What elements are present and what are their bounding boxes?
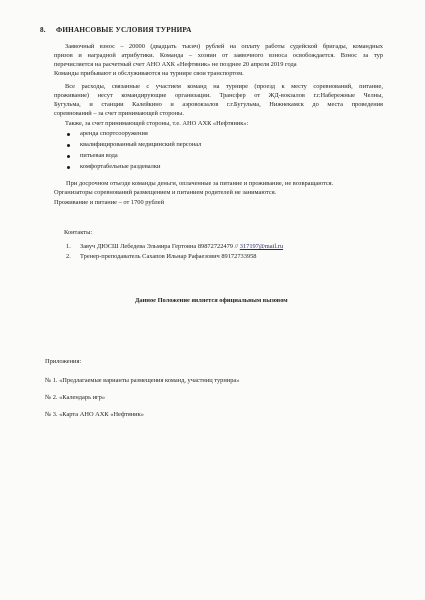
fee-line-2: призов и наградной атрибутики. Команда – хозяин от заявочного взноса освобождается. Взнос за тур — [54, 52, 383, 59]
contact-item — [80, 243, 283, 251]
fee-line-4: Команды прибывают и обслуживаются на турнире свои транспортом. — [54, 70, 244, 77]
contact-number: 2. — [66, 253, 71, 260]
fee-line-3: перечисляется на расчетный счет АНО АХК «Нефтяник» не позднее 20 апреля 2019 года — [54, 61, 297, 68]
appendix-item: № 3. «Карта АНО АХК «Нефтяник» — [45, 411, 144, 418]
bullet-icon — [67, 133, 70, 136]
email-link[interactable]: 317197@mail.ru — [239, 243, 284, 250]
host-item: квалифицированный медицинский персонал — [80, 141, 202, 148]
section-title: ФИНАНСОВЫЕ УСЛОВИЯ ТУРНИРА — [56, 26, 192, 34]
bullet-icon — [67, 144, 70, 147]
contact-text: Завуч ДЮСШ Лебедева Эльмира Гертовна 89872722479 // — [80, 243, 240, 250]
appendix-heading: Приложения: — [45, 358, 82, 365]
host-intro: Также, за счет принимающей стороны, т.е. АНО АХК «Нефтяник»: — [65, 120, 249, 127]
fee-line-1: Заявочный взнос – 20000 (двадцать тысяч) рублей на оплату работы судейской бригады, командных — [65, 43, 383, 50]
host-item: питьевая вода — [80, 152, 118, 159]
bullet-icon — [67, 155, 70, 158]
expenses-line-1: Все расходы, связанные с участием команд на турнире (проезд к месту соревнований, питание, — [65, 83, 383, 90]
host-item: комфортабельные раздевалки — [80, 163, 161, 170]
refund-line-1: При досрочном отъезде команды деньги, оплаченные за питание и проживание, не возвращаются. — [66, 180, 334, 187]
expenses-line-4: соревнований – за счет принимающей стороны. — [54, 110, 184, 117]
appendix-item: № 1. «Предлагаемые варианты размещения команд, участниц турнира» — [45, 377, 240, 384]
official-statement: Данное Положение является официальным вызовом — [135, 297, 288, 304]
refund-line-2: Организаторы соревнований размещением и питанием родителей не занимаются. — [54, 189, 277, 196]
refund-line-3: Проживание и питание – от 1700 рублей — [54, 199, 164, 206]
bullet-icon — [67, 166, 70, 169]
section-number: 8. — [40, 26, 46, 34]
contact-number: 1. — [66, 243, 71, 250]
expenses-line-3: Бугульма, и станции Калейкино и аэровокзалов г.г.Бугульма, Нижнекамск до места проведения — [54, 101, 383, 108]
expenses-line-2: проживание) несут командирующие организации. Трансфер от ЖД-вокзалов г.г.Набережные Челны, — [54, 92, 383, 99]
contacts-heading: Контакты: — [64, 229, 93, 236]
appendix-item: № 2. «Календарь игр» — [45, 394, 106, 401]
contact-item: Тренер-преподаватель Сахапов Ильнар Рафаезович 89172733958 — [80, 253, 257, 260]
host-item: аренда спортсооружения — [80, 130, 148, 137]
